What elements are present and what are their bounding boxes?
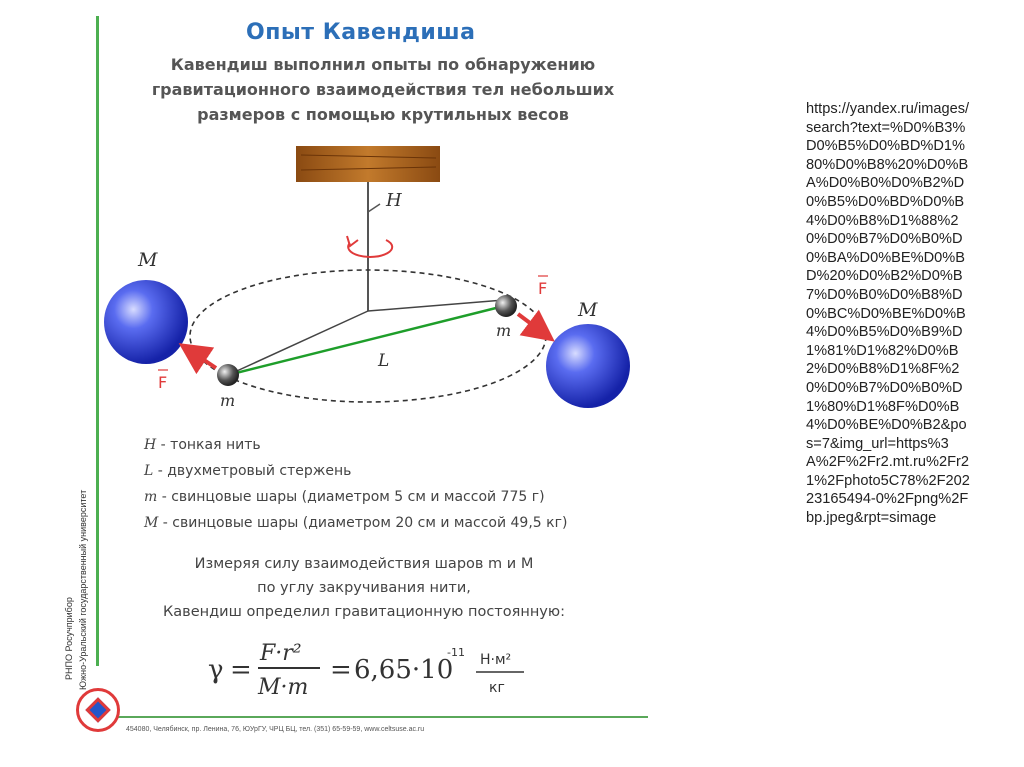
big-sphere-left bbox=[104, 280, 188, 364]
svg-text:=: = bbox=[230, 655, 252, 685]
svg-text:=: = bbox=[330, 655, 352, 685]
label-H: H bbox=[386, 190, 402, 211]
source-url[interactable]: https://yandex.ru/images/search?text=%D0%B3%D0%B5%D0%BD%D1%80%D0%B8%20%D0%BA%D0%B0%D0%B2%D0%B5%D0%BD%D0%B4%D0%B8%D1%88%20%D0%B7%D0%B0%D0%BA%D0%BE%D0%BD%20%D0%B2%D0%B7%D0%B0%D0%B8%D0%BC%D0%BE%D0%B4%D0%B5%D0%B9%D1%81%D1%82%D0%B2%D0%B8%D1%8F%20%D0%B7%D0%B0%D1%80%D1%8F%D0%B4%D0%BE%D0%B2&pos=7&img_url=https%3A%2F%2Fr2.mt.ru%2Fr21%2Fphoto5C78%2F20223165494-0%2Fpng%2Fbp.jpeg&rpt=simage bbox=[806, 101, 970, 527]
legend-item: L - двухметровый стержень bbox=[144, 463, 352, 479]
gravitational-constant-formula bbox=[204, 634, 604, 704]
legend-item: m - свинцовые шары (диаметром 5 см и массой 775 г) bbox=[144, 489, 545, 505]
small-sphere-right bbox=[495, 295, 517, 317]
small-sphere-left bbox=[217, 364, 239, 386]
publisher-logo-icon bbox=[76, 688, 120, 732]
svg-text:γ: γ bbox=[208, 655, 224, 685]
torsion-balance-diagram bbox=[96, 130, 656, 430]
wooden-support bbox=[296, 146, 440, 182]
label-L: L bbox=[378, 351, 390, 371]
big-sphere-right bbox=[546, 324, 630, 408]
university-vertical-label: Южно-Уральский государственный университет bbox=[78, 489, 88, 690]
bottom-accent-line bbox=[96, 716, 648, 718]
force-arrow-left bbox=[192, 352, 216, 368]
label-F-right: F bbox=[538, 279, 548, 298]
svg-text:кг: кг bbox=[489, 680, 505, 696]
figure-intro: Кавендиш выполнил опыты по обнаружению гравитационного взаимодействия тел небольших размеров с помощью крутильных весов bbox=[151, 55, 615, 124]
figure-footer: 454080, Челябинск, пр. Ленина, 76, ЮУрГУ, ЧРЦ БЦ, тел. (351) 65-59-59, www.celtsuse.ac.ru bbox=[126, 726, 425, 733]
svg-text:-11: -11 bbox=[447, 646, 465, 659]
label-M-right: M bbox=[578, 299, 598, 321]
svg-text:F·r²: F·r² bbox=[260, 641, 302, 666]
label-M-left: M bbox=[138, 249, 158, 271]
legend-item: H - тонкая нить bbox=[144, 437, 261, 453]
label-m-left: m bbox=[220, 391, 236, 410]
label-m-right: m bbox=[496, 321, 512, 340]
label-F-left: F bbox=[158, 373, 168, 392]
publisher-vertical-label: РНПО Росучприбор bbox=[64, 597, 74, 680]
svg-text:6,65·10: 6,65·10 bbox=[354, 655, 454, 685]
svg-text:M·m: M·m bbox=[258, 675, 309, 700]
conclusion-text: Измеряя силу взаимодействия шаров m и M по углу закручивания нити, Кавендиш определил гравитационную постоянную: bbox=[163, 556, 565, 620]
svg-text:Н·м²: Н·м² bbox=[480, 652, 512, 668]
figure-title: Опыт Кавендиша bbox=[246, 20, 476, 45]
legend-item: M - свинцовые шары (диаметром 20 см и массой 49,5 кг) bbox=[144, 515, 568, 531]
rod-line bbox=[228, 306, 504, 375]
legend bbox=[144, 432, 567, 536]
